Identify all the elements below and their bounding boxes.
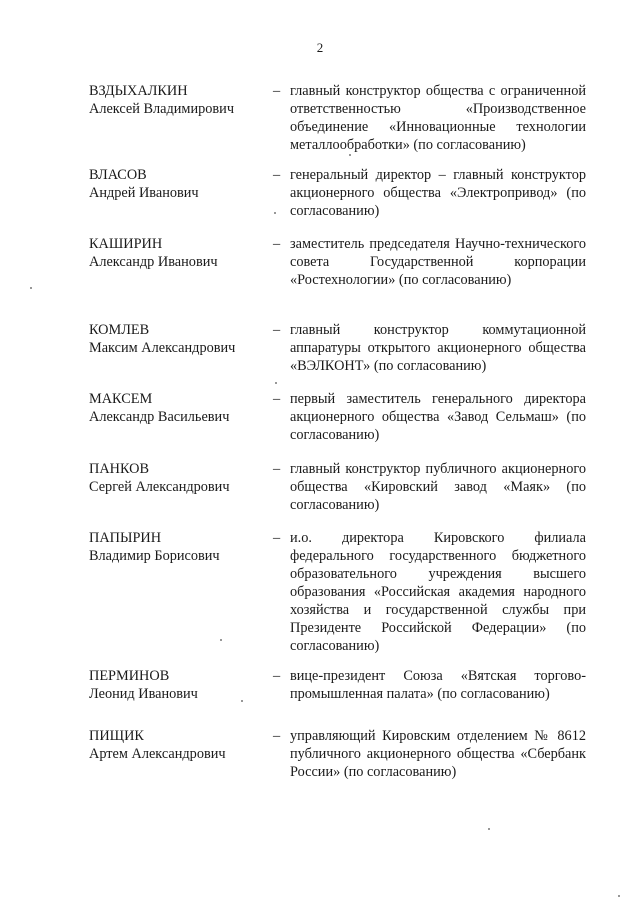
dash-separator: – (273, 668, 281, 684)
member-name (89, 82, 279, 118)
dash-separator: – (273, 728, 281, 744)
member-given-names: Андрей Иванович (89, 185, 199, 201)
member-given-names: Леонид Иванович (89, 686, 198, 702)
member-surname: ПИЩИК (89, 728, 144, 744)
page-number: 2 (316, 40, 324, 55)
member-given-names: Сергей Александрович (89, 479, 230, 495)
member-given-names: Артем Александрович (89, 746, 226, 762)
member-position: главный конструктор общества с ограниченной ответственностью «Производственное объединение «Инновационные технологии металлообработки» (по согласованию) (290, 83, 586, 153)
member-name (89, 166, 279, 202)
member-surname: КАШИРИН (89, 236, 163, 252)
member-given-names: Владимир Борисович (89, 548, 220, 564)
member-position: и.о. директора Кировского филиала федерального государственного бюджетного образовательного учреждения высшего образования «Российская академия народного хозяйства и государственной службы при Президенте Российской Федерации» (по согласованию) (290, 530, 586, 654)
member-position: главный конструктор публичного акционерного общества «Кировский завод «Маяк» (по согласованию) (290, 461, 586, 513)
scan-speck (220, 639, 222, 641)
member-name (89, 529, 279, 565)
member-name (89, 321, 279, 357)
member-surname: ПАПЫРИН (89, 530, 162, 546)
member-position: генеральный директор – главный конструктор акционерного общества «Электропривод» (по согласованию) (290, 167, 586, 219)
dash-separator: – (273, 83, 281, 99)
dash-separator: – (273, 461, 281, 477)
dash-separator: – (273, 236, 281, 252)
dash-separator: – (273, 322, 281, 338)
member-position: первый заместитель генерального директора акционерного общества «Завод Сельмаш» (по согласованию) (290, 391, 586, 443)
member-name (89, 667, 279, 703)
scan-speck (241, 700, 243, 702)
member-name (89, 390, 279, 426)
member-given-names: Александр Васильевич (89, 409, 230, 425)
member-given-names: Максим Александрович (89, 340, 236, 356)
scan-speck (618, 895, 620, 897)
dash-separator: – (273, 530, 281, 546)
dash-separator: – (273, 167, 281, 183)
member-position: главный конструктор коммутационной аппаратуры открытого акционерного общества «ВЭЛКОНТ» (по согласованию) (290, 322, 586, 374)
member-given-names: Александр Иванович (89, 254, 218, 270)
member-name (89, 235, 279, 271)
member-surname: МАКСЕМ (89, 391, 153, 407)
member-name (89, 460, 279, 496)
scan-speck (274, 212, 276, 214)
member-position: управляющий Кировским отделением № 8612 публичного акционерного общества «Сбербанк России» (по согласованию) (290, 728, 586, 780)
member-surname: ПЕРМИНОВ (89, 668, 170, 684)
member-position: заместитель председателя Научно-технического совета Государственной корпорации «Ростехнологии» (по согласованию) (290, 236, 586, 288)
scan-speck (30, 287, 32, 289)
dash-separator: – (273, 391, 281, 407)
scan-speck (349, 154, 351, 156)
member-surname: ВЛАСОВ (89, 167, 147, 183)
member-name (89, 727, 279, 763)
member-surname: ПАНКОВ (89, 461, 150, 477)
member-given-names: Алексей Владимирович (89, 101, 235, 117)
scan-speck (488, 828, 490, 830)
scan-speck (275, 382, 277, 384)
member-surname: КОМЛЕВ (89, 322, 150, 338)
member-position: вице-президент Союза «Вятская торгово-промышленная палата» (по согласованию) (290, 668, 586, 702)
member-surname: ВЗДЫХАЛКИН (89, 83, 188, 99)
